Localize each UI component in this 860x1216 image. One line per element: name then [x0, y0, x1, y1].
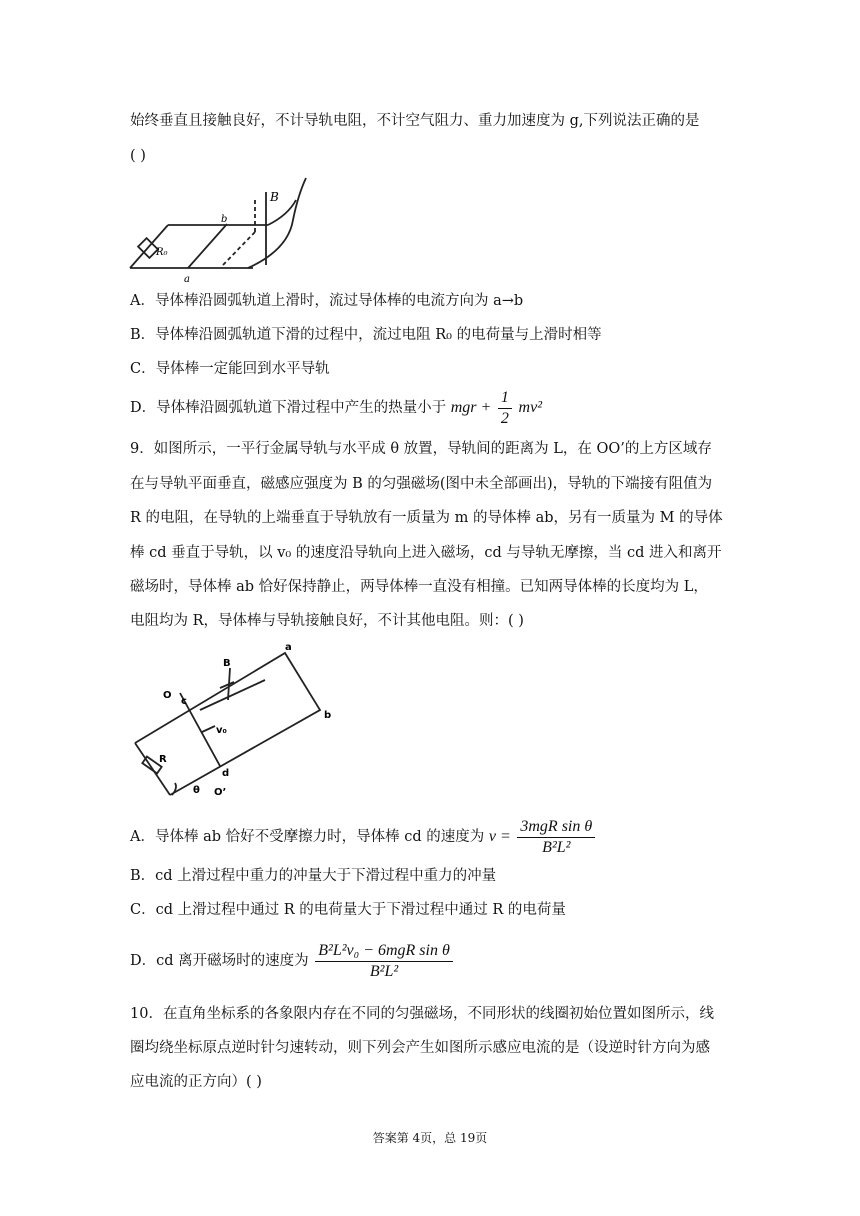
q10-stem-line-2: 圈均绕坐标原点逆时针匀速转动，则下列会产生如图所示感应电流的是（设逆时针方向为感: [130, 1040, 710, 1056]
answer-bracket: ( ): [130, 148, 146, 164]
q8-option-a: A．导体棒沿圆弧轨道上滑时，流过导体棒的电流方向为 a→b: [130, 293, 524, 309]
q9-option-a-text: A．导体棒 ab 恰好不受摩擦力时，导体棒 cd 的速度为: [130, 829, 485, 845]
q10-stem-line-3: 应电流的正方向）( ): [130, 1074, 262, 1090]
fraction-numerator: 1: [498, 388, 512, 409]
r-label: R: [159, 754, 167, 765]
q9-stem-line-3: R 的电阻，在导轨的上端垂直于导轨放有一质量为 m 的导体棒 ab，另有一质量为 M 的导体: [130, 510, 723, 526]
q9-option-b: B．cd 上滑过程中重力的冲量大于下滑过程中重力的冲量: [130, 868, 497, 884]
fraction-denominator: B²L²: [542, 838, 571, 856]
r0-label: R₀: [156, 247, 168, 258]
q9-option-d: [130, 938, 455, 984]
q9-stem-line-4: 棒 cd 垂直于导轨，以 v₀ 的速度沿导轨向上进入磁场，cd 与导轨无摩擦，当 cd 进入和离开: [130, 545, 722, 561]
theta-label: θ: [193, 785, 200, 796]
o-prime-label: O’: [214, 787, 227, 798]
q9-figure: [130, 638, 340, 798]
d-label: d: [222, 768, 230, 779]
q8-option-d-fraction: [498, 388, 512, 429]
q8-option-d-text: D．导体棒沿圆弧轨道下滑过程中产生的热量小于: [130, 400, 447, 416]
q9-option-d-fraction: [315, 941, 453, 982]
v0-label: v₀: [216, 725, 227, 736]
page-footer: 答案第 4页，总 19页: [372, 1131, 488, 1145]
fraction-denominator: 2: [500, 409, 509, 427]
q10-stem-line-1: 10．在直角坐标系的各象限内存在不同的匀强磁场，不同形状的线圈初始位置如图所示，线: [130, 1006, 714, 1022]
q9-stem-line-2: 在与导轨平面垂直，磁感应强度为 B 的匀强磁场(图中未全部画出)，导轨的下端接有阻值为: [130, 476, 713, 492]
field-b-label: B: [223, 658, 231, 669]
q9-option-a-fraction: [517, 817, 595, 858]
q9-option-a: [130, 815, 597, 859]
q9-stem-line-1: 9．如图所示，一平行金属导轨与水平成 θ 放置，导轨间的距离为 L，在 OO’的上方区域存: [130, 441, 712, 457]
q8-option-b: B．导体棒沿圆弧轨道下滑的过程中，流过电阻 R₀ 的电荷量与上滑时相等: [130, 327, 602, 343]
a-label: a: [285, 642, 292, 653]
q9-option-c: C．cd 上滑过程中通过 R 的电荷量大于下滑过程中通过 R 的电荷量: [130, 902, 566, 918]
q9-stem-line-5: 磁场时，导体棒 ab 恰好保持静止，两导体棒一直没有相撞。已知两导体棒的长度均为 L，: [130, 579, 708, 595]
fraction-numerator: B²L²v₀ − 6mgR sin θ: [315, 941, 453, 962]
b-label: B: [270, 190, 279, 204]
q9-option-a-lhs: v =: [488, 828, 511, 845]
fraction-numerator: 3mgR sin θ: [517, 817, 595, 838]
q8-option-d: [130, 385, 542, 431]
o-label: O: [163, 690, 172, 701]
c-label: c: [181, 696, 187, 707]
q8-option-c: C．导体棒一定能回到水平导轨: [130, 361, 330, 377]
q8-option-d-math-a: mgr +: [450, 399, 492, 416]
b-point-label: b: [221, 214, 228, 225]
q9-option-d-text: D．cd 离开磁场时的速度为: [130, 953, 309, 969]
question-stem-line: 始终垂直且接触良好，不计导轨电阻，不计空气阻力、重力加速度为 g,下列说法正确的是: [130, 113, 700, 129]
fraction-denominator: B²L²: [369, 962, 399, 980]
q8-figure: [128, 170, 313, 285]
a-label: a: [184, 274, 190, 285]
b-label: b: [324, 710, 332, 721]
q9-stem-line-6: 电阻均为 R，导体棒与导轨接触良好，不计其他电阻。则：( ): [130, 613, 524, 629]
q8-option-d-math-b: mv²: [518, 399, 542, 416]
